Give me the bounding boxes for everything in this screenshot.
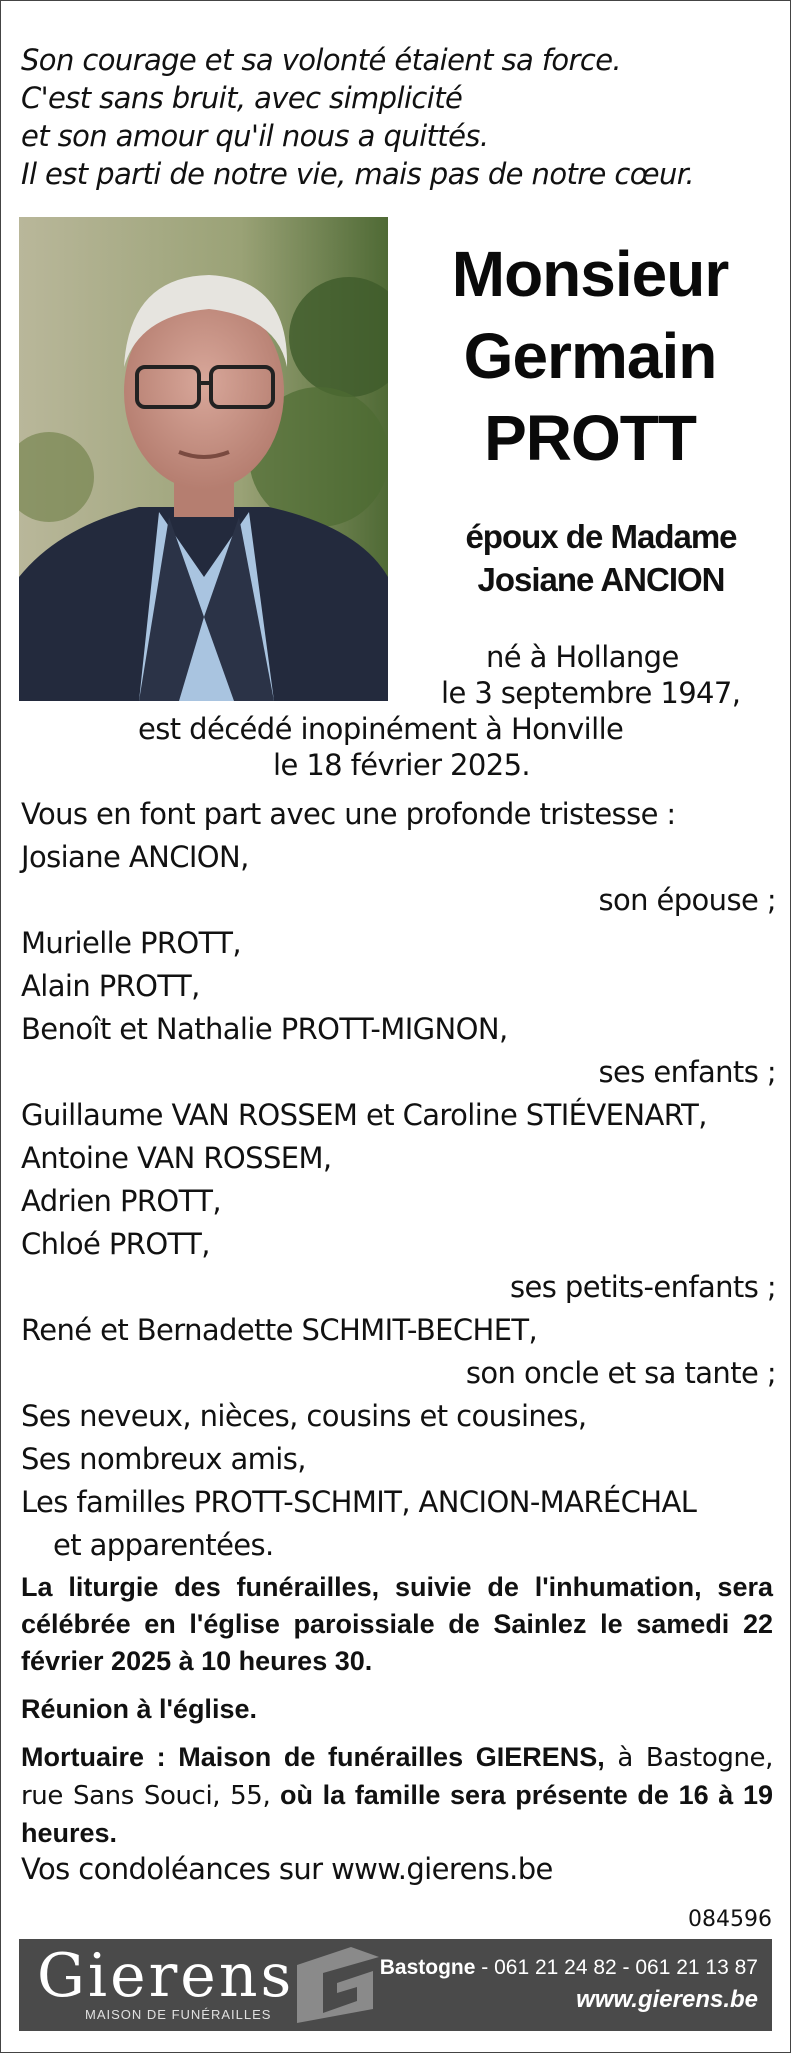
family-member: Chloé PROTT, xyxy=(21,1227,210,1261)
relation-label: son épouse ; xyxy=(598,883,776,917)
poem-line: Il est parti de notre vie, mais pas de notre cœur. xyxy=(21,157,695,191)
memorial-poem xyxy=(21,41,781,193)
deceased-name xyxy=(401,233,779,479)
condolences-link: Vos condoléances sur www.gierens.be xyxy=(21,1852,553,1886)
liturgy-info: La liturgie des funérailles, suivie de l'inhumation, sera célébrée en l'église paroissiale de Sainlez le samedi 22 février 2025 à 10 heures 30. xyxy=(21,1572,773,1676)
funeral-home-banner xyxy=(19,1939,772,2031)
spouse-line: époux de Madame xyxy=(465,518,737,555)
phone-numbers: - 061 21 24 82 - 061 21 13 87 xyxy=(481,1956,758,1979)
mortuary-family: où la famille sera présente de 16 à 19 heures. xyxy=(21,1780,774,1848)
family-member: Josiane ANCION, xyxy=(21,840,249,874)
birth-death-info xyxy=(21,639,779,783)
birth-date: le 3 septembre 1947, xyxy=(441,676,741,710)
relation-label: ses petits-enfants ; xyxy=(510,1270,776,1304)
family-member: Murielle PROTT, xyxy=(21,926,241,960)
family-member: Benoît et Nathalie PROTT-MIGNON, xyxy=(21,1012,508,1046)
family-announcement xyxy=(21,793,776,1567)
first-name: Germain xyxy=(463,320,717,392)
announcement-intro: Vous en font part avec une profonde tristesse : xyxy=(21,797,676,831)
phone-line xyxy=(380,1953,758,1983)
birth-place: né à Hollange xyxy=(486,640,679,674)
brand-mark-icon xyxy=(287,1943,383,2029)
family-member: Antoine VAN ROSSEM, xyxy=(21,1141,332,1175)
family-member: Les familles PROTT-SCHMIT, ANCION-MARÉCHAL xyxy=(21,1485,697,1519)
portrait-photo xyxy=(19,217,388,701)
reference-number: 084596 xyxy=(688,1907,772,1932)
mortuary-label: Mortuaire : Maison de funérailles GIERENS, xyxy=(21,1742,605,1772)
family-member: Ses nombreux amis, xyxy=(21,1442,306,1476)
meeting-info: Réunion à l'église. xyxy=(21,1694,257,1724)
city-name: Bastogne xyxy=(379,1956,476,1979)
family-member: René et Bernadette SCHMIT-BECHET, xyxy=(21,1313,538,1347)
website-link: www.gierens.be xyxy=(576,1986,758,2013)
mortuary-info xyxy=(21,1739,773,1852)
family-member: Adrien PROTT, xyxy=(21,1184,221,1218)
death-date: le 18 février 2025. xyxy=(273,748,531,782)
relation-label: ses enfants ; xyxy=(598,1055,776,1089)
mortuary-address: à Bastogne, rue Sans Souci, 55, xyxy=(21,1743,773,1811)
spouse-info xyxy=(421,515,781,601)
contact-info xyxy=(380,1953,758,2017)
family-member: Alain PROTT, xyxy=(21,969,200,1003)
death-place: est décédé inopinément à Honville xyxy=(138,712,624,746)
honorific: Monsieur xyxy=(451,238,729,310)
brand-tagline: MAISON DE FUNÉRAILLES xyxy=(85,2007,272,2022)
funeral-details xyxy=(21,1569,773,1863)
last-name: PROTT xyxy=(484,402,696,474)
spouse-line: Josiane ANCION xyxy=(477,561,725,598)
brand-logo: Gierens xyxy=(37,1941,295,2011)
portrait-image xyxy=(19,217,388,701)
poem-line: et son amour qu'il nous a quittés. xyxy=(21,119,489,153)
family-member: Ses neveux, nièces, cousins et cousines, xyxy=(21,1399,587,1433)
poem-line: C'est sans bruit, avec simplicité xyxy=(21,81,463,115)
relation-label: son oncle et sa tante ; xyxy=(465,1356,776,1390)
poem-line: Son courage et sa volonté étaient sa force. xyxy=(21,43,622,77)
family-member: et apparentées. xyxy=(53,1528,274,1562)
family-member: Guillaume VAN ROSSEM et Caroline STIÉVENART, xyxy=(21,1098,707,1132)
